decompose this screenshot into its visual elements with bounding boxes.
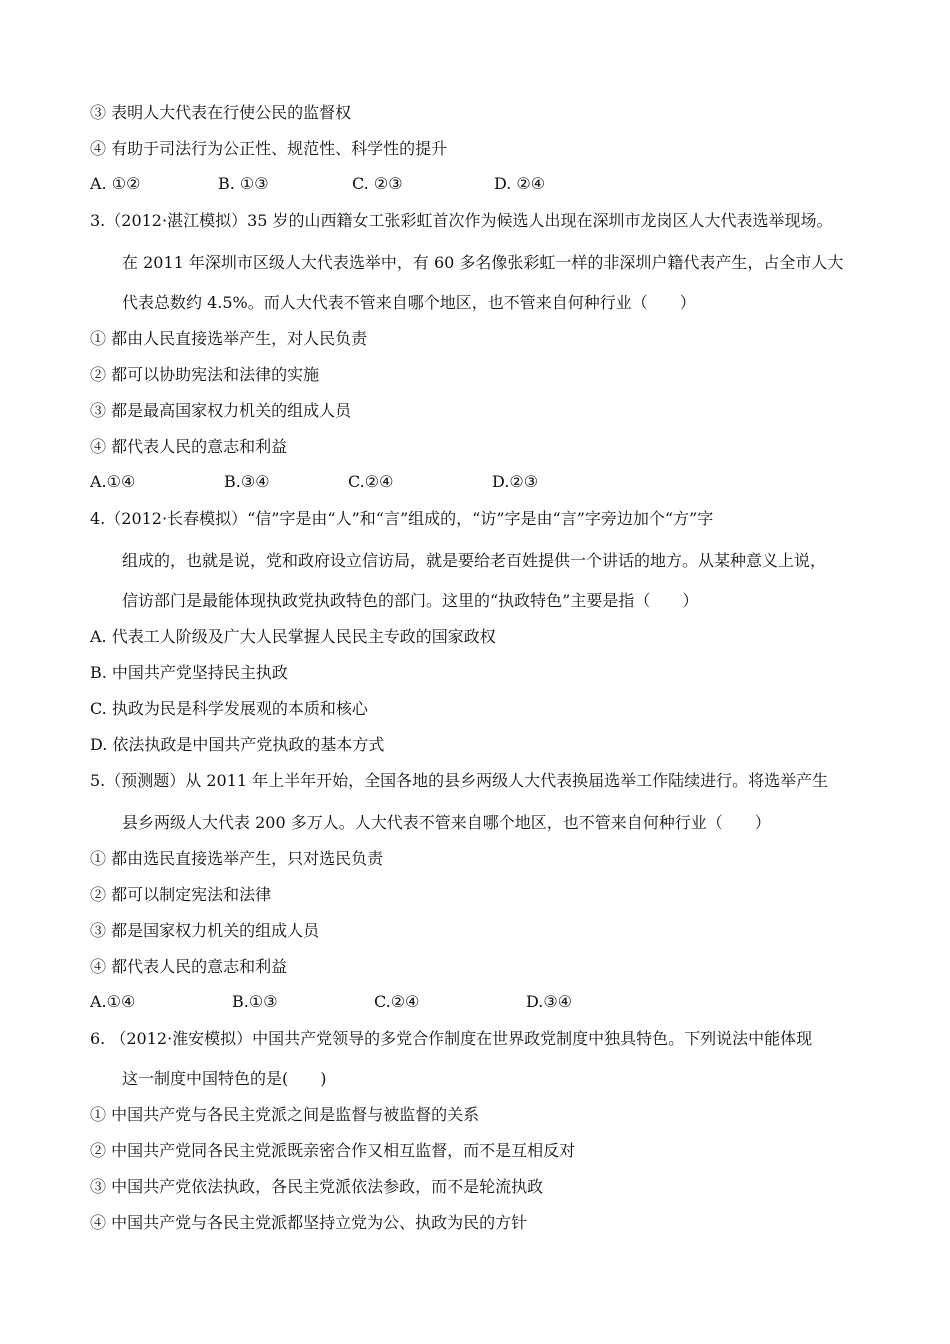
question-5-stem: 5.（预测题）从 2011 年上半年开始，全国各地的县乡两级人大代表换届选举工作陆续进行。将选举产生	[90, 771, 829, 790]
question-4-stem-cont: 信访部门是最能体现执政党执政特色的部门。这里的“执政特色”主要是指（ ）	[122, 591, 699, 610]
choice-a: A. 代表工人阶级及广大人民掌握人民民主专政的国家政权	[90, 627, 496, 646]
question-3-stem-cont: 在 2011 年深圳市区级人大代表选举中，有 60 多名像张彩虹一样的非深圳户籍代表产生，占全市人大	[122, 253, 844, 272]
question-6-stem: 6. （2012·淮安模拟）中国共产党领导的多党合作制度在世界政党制度中独具特色。下列说法中能体现	[90, 1029, 813, 1048]
option-b: B.①③	[232, 992, 278, 1011]
statement-item: ② 都可以制定宪法和法律	[90, 885, 272, 904]
option-a: A.①④	[90, 472, 136, 491]
question-4-stem: 4.（2012·长春模拟）“信”字是由“人”和“言”组成的，“访”字是由“言”字旁边加个“方”字	[90, 509, 714, 528]
option-d: D. ②④	[494, 174, 546, 193]
question-3-stem: 3.（2012·湛江模拟）35 岁的山西籍女工张彩虹首次作为候选人出现在深圳市龙岗区人大代表选举现场。	[90, 211, 833, 230]
option-c: C.②④	[348, 472, 394, 491]
choice-c: C. 执政为民是科学发展观的本质和核心	[90, 699, 368, 718]
statement-item: ④ 有助于司法行为公正性、规范性、科学性的提升	[90, 139, 448, 158]
statement-item: ② 中国共产党同各民主党派既亲密合作又相互监督，而不是互相反对	[90, 1141, 576, 1160]
option-c: C.②④	[374, 992, 420, 1011]
statement-item: ① 中国共产党与各民主党派之间是监督与被监督的关系	[90, 1105, 480, 1124]
option-d: D.②③	[492, 472, 539, 491]
statement-item: ④ 中国共产党与各民主党派都坚持立党为公、执政为民的方针	[90, 1213, 528, 1232]
option-b: B. ①③	[218, 174, 269, 193]
statement-item: ④ 都代表人民的意志和利益	[90, 437, 288, 456]
option-c: C. ②③	[352, 174, 403, 193]
statement-item: ③ 表明人大代表在行使公民的监督权	[90, 103, 352, 122]
question-6-stem-cont: 这一制度中国特色的是( )	[122, 1069, 327, 1088]
choice-b: B. 中国共产党坚持民主执政	[90, 663, 288, 682]
choice-d: D. 依法执政是中国共产党执政的基本方式	[90, 735, 385, 754]
option-d: D.③④	[526, 992, 573, 1011]
option-b: B.③④	[224, 472, 270, 491]
statement-item: ② 都可以协助宪法和法律的实施	[90, 365, 320, 384]
statement-item: ① 都由选民直接选举产生，只对选民负责	[90, 849, 384, 868]
question-4-stem-cont: 组成的，也就是说，党和政府设立信访局，就是要给老百姓提供一个讲话的地方。从某种意义上说，	[122, 551, 827, 570]
statement-item: ③ 都是最高国家权力机关的组成人员	[90, 401, 352, 420]
question-3-stem-cont: 代表总数约 4.5%。而人大代表不管来自哪个地区，也不管来自何种行业（ ）	[122, 293, 696, 312]
statement-item: ③ 都是国家权力机关的组成人员	[90, 921, 320, 940]
option-a: A. ①②	[90, 174, 141, 193]
option-a: A.①④	[90, 992, 136, 1011]
statement-item: ③ 中国共产党依法执政，各民主党派依法参政，而不是轮流执政	[90, 1177, 544, 1196]
statement-item: ① 都由人民直接选举产生，对人民负责	[90, 329, 368, 348]
question-5-stem-cont: 县乡两级人大代表 200 多万人。人大代表不管来自哪个地区，也不管来自何种行业（ ）	[122, 813, 771, 832]
statement-item: ④ 都代表人民的意志和利益	[90, 957, 288, 976]
